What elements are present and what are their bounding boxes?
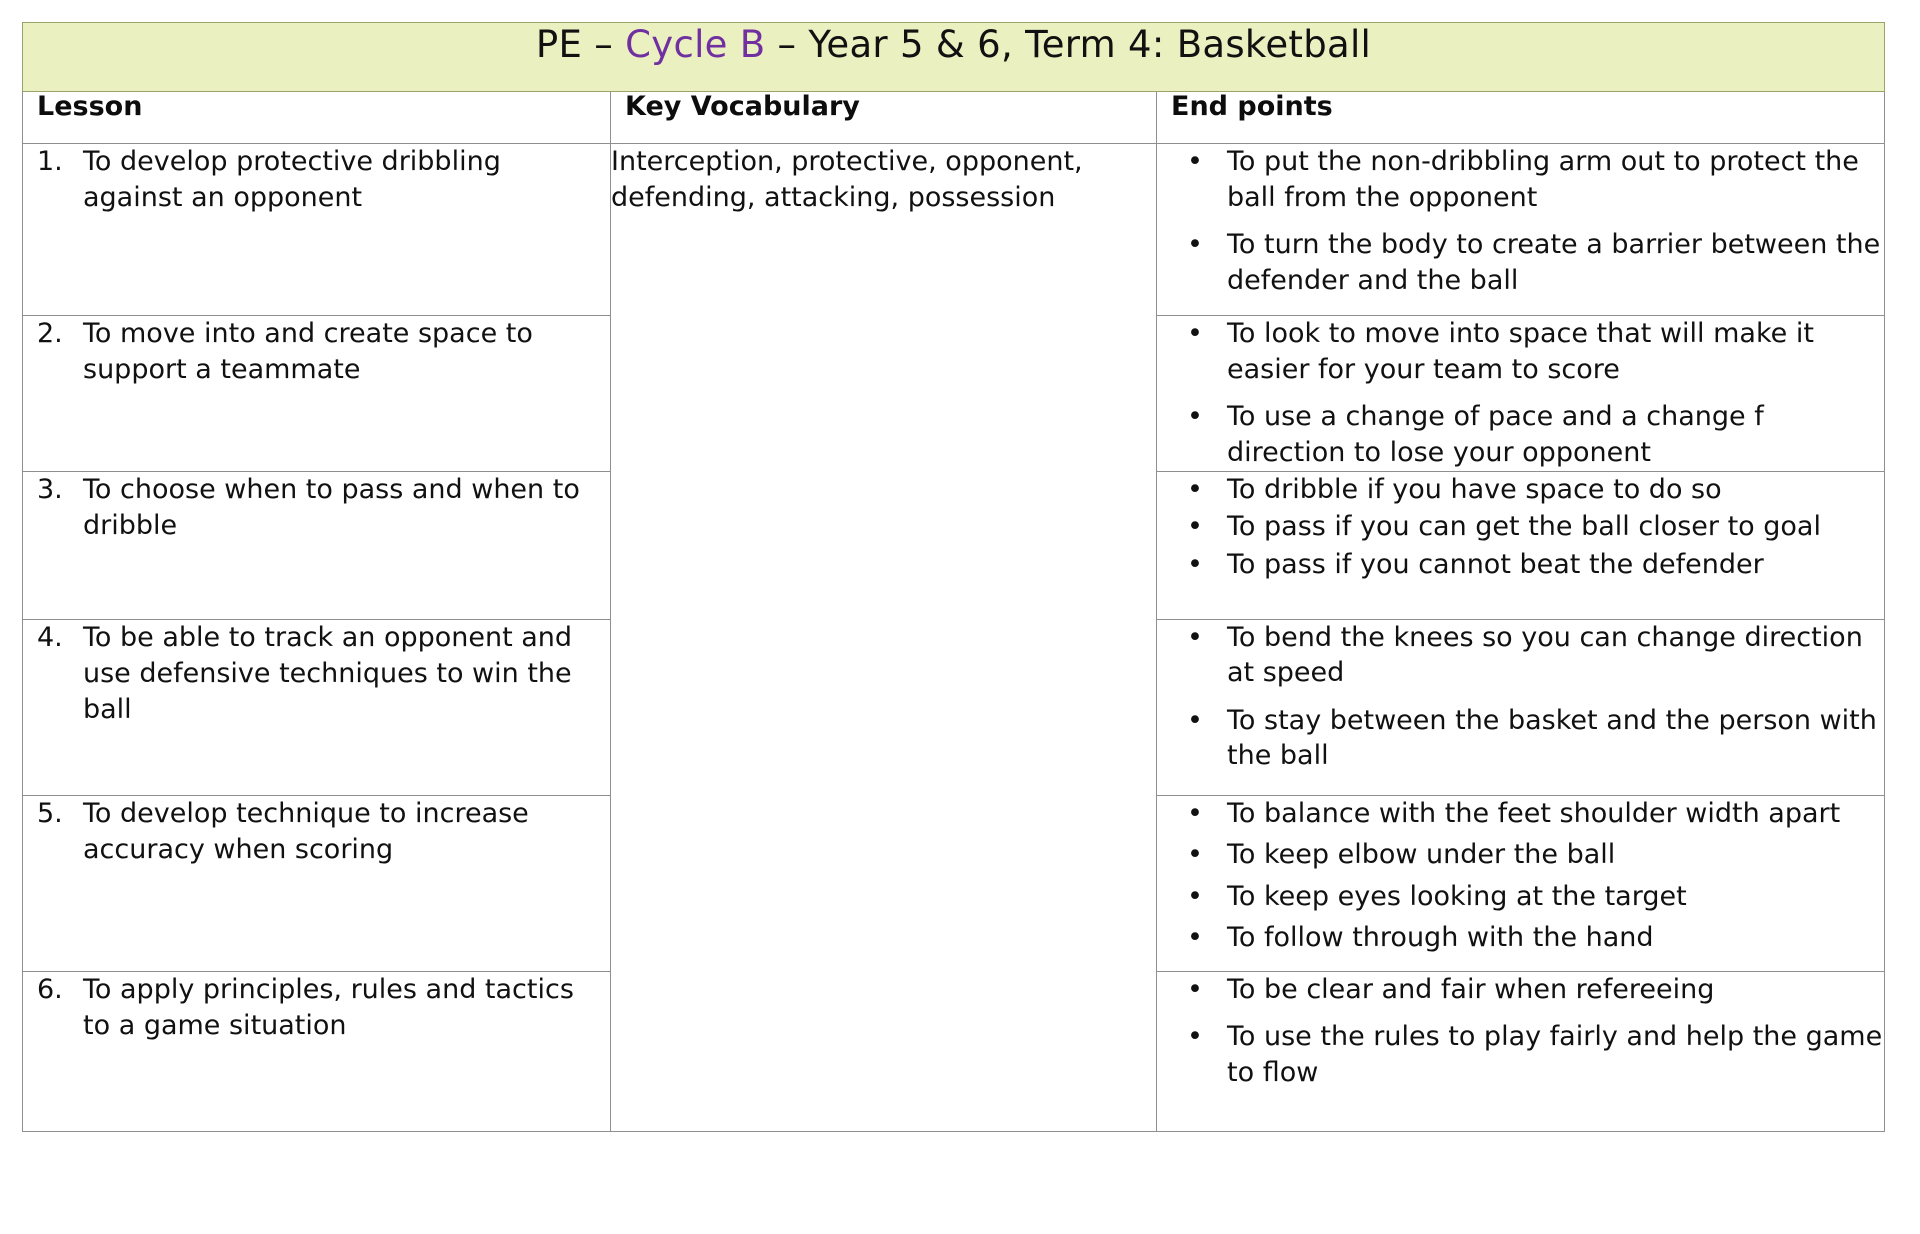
lesson-cell	[23, 795, 611, 971]
curriculum-plan-sheet	[22, 22, 1884, 1132]
list-item	[1157, 227, 1884, 298]
endpoint-text: To be clear and fair when refereeing	[1227, 973, 1715, 1005]
column-header-lesson	[23, 92, 611, 144]
lesson-number: 3.	[37, 473, 63, 505]
bullet-icon: •	[1187, 1021, 1203, 1053]
endpoint-text: To stay between the basket and the person with the ball	[1227, 704, 1877, 772]
lesson-cell	[23, 619, 611, 795]
bullet-icon: •	[1187, 973, 1203, 1005]
endpoints-cell	[1157, 619, 1885, 795]
list-item	[1157, 1019, 1884, 1090]
curriculum-plan-table	[22, 22, 1885, 1132]
lesson-number: 4.	[37, 621, 63, 653]
list-item	[1157, 837, 1884, 873]
bullet-icon: •	[1187, 621, 1203, 653]
lesson-cell	[23, 316, 611, 472]
lesson-objective: To develop technique to increase accuracy when scoring	[83, 797, 529, 865]
list-item	[1157, 547, 1884, 583]
bullet-icon: •	[1187, 839, 1203, 871]
list-item	[1157, 316, 1884, 387]
lesson-objective: To move into and create space to support a teammate	[83, 318, 533, 386]
bullet-icon: •	[1187, 229, 1203, 261]
list-item	[1157, 472, 1884, 508]
endpoints-list	[1157, 620, 1884, 775]
endpoint-text: To dribble if you have space to do so	[1227, 473, 1722, 505]
lesson-objective: To apply principles, rules and tactics to a game situation	[83, 973, 574, 1041]
endpoint-text: To pass if you can get the ball closer to goal	[1227, 511, 1821, 543]
bullet-icon: •	[1187, 797, 1203, 829]
endpoints-cell	[1157, 144, 1885, 316]
bullet-icon: •	[1187, 704, 1203, 736]
bullet-icon: •	[1187, 473, 1203, 505]
endpoint-text: To keep eyes looking at the target	[1227, 880, 1687, 912]
endpoint-text: To bend the knees so you can change direction at speed	[1227, 621, 1863, 689]
endpoints-cell	[1157, 971, 1885, 1131]
endpoint-text: To keep elbow under the ball	[1227, 839, 1616, 871]
lesson-cell	[23, 144, 611, 316]
list-item	[1157, 796, 1884, 832]
endpoints-list	[1157, 144, 1884, 299]
endpoint-text: To follow through with the hand	[1227, 922, 1654, 954]
table-row	[23, 144, 1885, 316]
title-row	[23, 23, 1885, 92]
lesson-objective: To be able to track an opponent and use defensive techniques to win the ball	[83, 621, 573, 726]
key-vocabulary-cell	[611, 144, 1157, 1132]
endpoint-text: To pass if you cannot beat the defender	[1227, 548, 1764, 580]
lesson-number: 5.	[37, 797, 63, 829]
list-item	[1157, 703, 1884, 774]
endpoint-text: To turn the body to create a barrier between the defender and the ball	[1227, 229, 1881, 296]
endpoints-list	[1157, 472, 1884, 583]
column-header-lesson-label: Lesson	[37, 91, 143, 122]
column-header-vocabulary	[611, 92, 1157, 144]
list-item	[1157, 144, 1884, 215]
endpoints-cell	[1157, 795, 1885, 971]
bullet-icon: •	[1187, 880, 1203, 912]
endpoint-text: To use the rules to play fairly and help the game to flow	[1227, 1021, 1883, 1088]
lesson-cell	[23, 471, 611, 619]
bullet-icon: •	[1187, 922, 1203, 954]
endpoints-cell	[1157, 316, 1885, 472]
bullet-icon: •	[1187, 318, 1203, 349]
lesson-number: 6.	[37, 973, 63, 1005]
lesson-cell	[23, 971, 611, 1131]
lesson-objective: To choose when to pass and when to dribble	[83, 473, 580, 541]
endpoint-text: To use a change of pace and a change f direction to lose your opponent	[1227, 401, 1764, 468]
title-accent: Cycle B	[625, 23, 766, 66]
title-prefix: PE –	[535, 23, 626, 66]
column-header-vocabulary-label: Key Vocabulary	[625, 91, 860, 122]
list-item	[1157, 399, 1884, 470]
endpoints-cell	[1157, 471, 1885, 619]
list-item	[1157, 879, 1884, 915]
endpoint-text: To put the non-dribbling arm out to protect the ball from the opponent	[1227, 146, 1859, 213]
list-item	[1157, 509, 1884, 545]
list-item	[1157, 920, 1884, 956]
list-item	[1157, 972, 1884, 1008]
bullet-icon: •	[1187, 548, 1203, 580]
page-title-cell	[23, 23, 1885, 92]
column-header-endpoints	[1157, 92, 1885, 144]
lesson-number: 2.	[37, 318, 63, 349]
endpoints-list	[1157, 316, 1884, 471]
column-header-endpoints-label: End points	[1171, 91, 1333, 122]
page-title	[536, 23, 1371, 66]
lesson-objective: To develop protective dribbling against an opponent	[83, 146, 501, 214]
bullet-icon: •	[1187, 401, 1203, 433]
bullet-icon: •	[1187, 511, 1203, 543]
lesson-number: 1.	[37, 146, 63, 177]
endpoint-text: To balance with the feet shoulder width apart	[1227, 797, 1841, 829]
list-item	[1157, 620, 1884, 691]
column-header-row	[23, 92, 1885, 144]
title-suffix: – Year 5 & 6, Term 4: Basketball	[765, 23, 1372, 66]
key-vocabulary-text: Interception, protective, opponent, defending, attacking, possession	[611, 146, 1083, 214]
endpoints-list	[1157, 796, 1884, 957]
bullet-icon: •	[1187, 146, 1203, 177]
endpoints-list	[1157, 972, 1884, 1091]
endpoint-text: To look to move into space that will make it easier for your team to score	[1227, 318, 1814, 385]
